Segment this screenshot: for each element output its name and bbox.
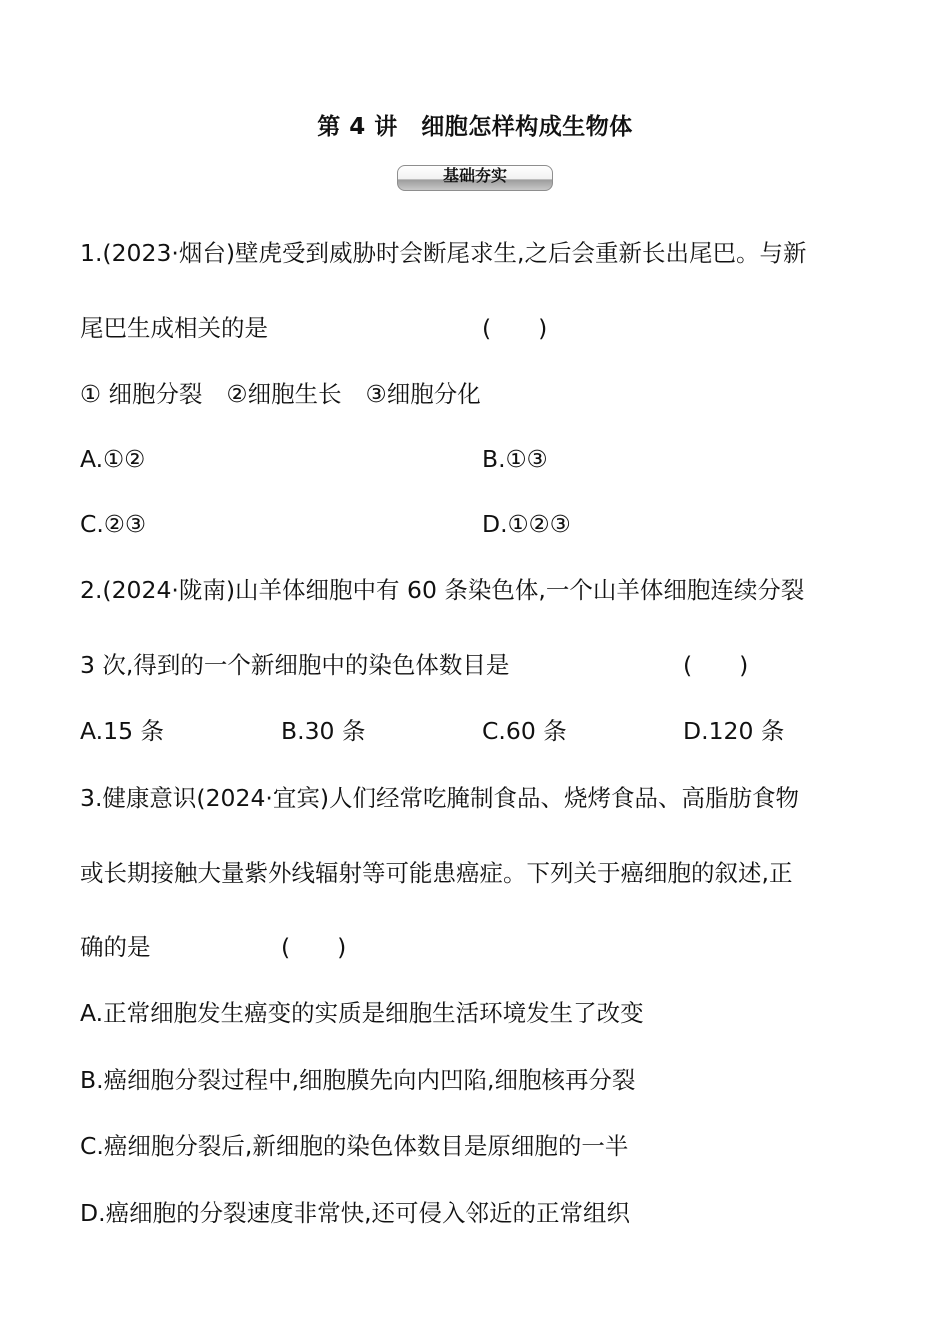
q2-answer-paren: ( ) <box>683 651 749 679</box>
q3-option-b[interactable]: B.癌细胞分裂过程中,细胞膜先向内凹陷,细胞核再分裂 <box>80 1066 636 1094</box>
q2-option-a[interactable]: A.15 条 <box>80 717 165 745</box>
q3-option-a[interactable]: A.正常细胞发生癌变的实质是细胞生活环境发生了改变 <box>80 999 644 1027</box>
q2-stem-line1: 2.(2024·陇南)山羊体细胞中有 60 条染色体,一个山羊体细胞连续分裂 <box>80 576 805 604</box>
q1-stem-line2: 尾巴生成相关的是 <box>80 314 268 342</box>
q2-stem-line2: 3 次,得到的一个新细胞中的染色体数目是 <box>80 651 510 679</box>
q1-option-c[interactable]: C.②③ <box>80 510 147 538</box>
q1-option-d[interactable]: D.①②③ <box>482 510 571 538</box>
q2-option-c[interactable]: C.60 条 <box>482 717 567 745</box>
page-title: 第 4 讲 细胞怎样构成生物体 <box>317 114 633 140</box>
section-badge: 基础夯实 <box>397 165 553 191</box>
q1-stem-line1: 1.(2023·烟台)壁虎受到威胁时会断尾求生,之后会重新长出尾巴。与新 <box>80 239 807 267</box>
q3-answer-paren: ( ) <box>281 933 347 961</box>
q3-stem-line2: 或长期接触大量紫外线辐射等可能患癌症。下列关于癌细胞的叙述,正 <box>80 859 793 887</box>
q2-option-d[interactable]: D.120 条 <box>683 717 785 745</box>
q3-option-c[interactable]: C.癌细胞分裂后,新细胞的染色体数目是原细胞的一半 <box>80 1132 629 1160</box>
q1-items <box>80 379 481 409</box>
q3-option-d[interactable]: D.癌细胞的分裂速度非常快,还可侵入邻近的正常组织 <box>80 1199 631 1227</box>
q3-stem-line3: 确的是 <box>80 933 151 961</box>
q1-answer-paren: ( ) <box>482 314 548 342</box>
q2-option-b[interactable]: B.30 条 <box>281 717 366 745</box>
q1-option-b[interactable]: B.①③ <box>482 445 548 473</box>
q3-stem-line1: 3.健康意识(2024·宜宾)人们经常吃腌制食品、烧烤食品、高脂肪食物 <box>80 784 800 812</box>
q1-option-a[interactable]: A.①② <box>80 445 146 473</box>
q1-item-3: ③细胞分化 <box>365 380 481 408</box>
q1-item-2: ②细胞生长 <box>226 380 342 408</box>
q1-item-1: ① 细胞分裂 <box>80 380 203 408</box>
